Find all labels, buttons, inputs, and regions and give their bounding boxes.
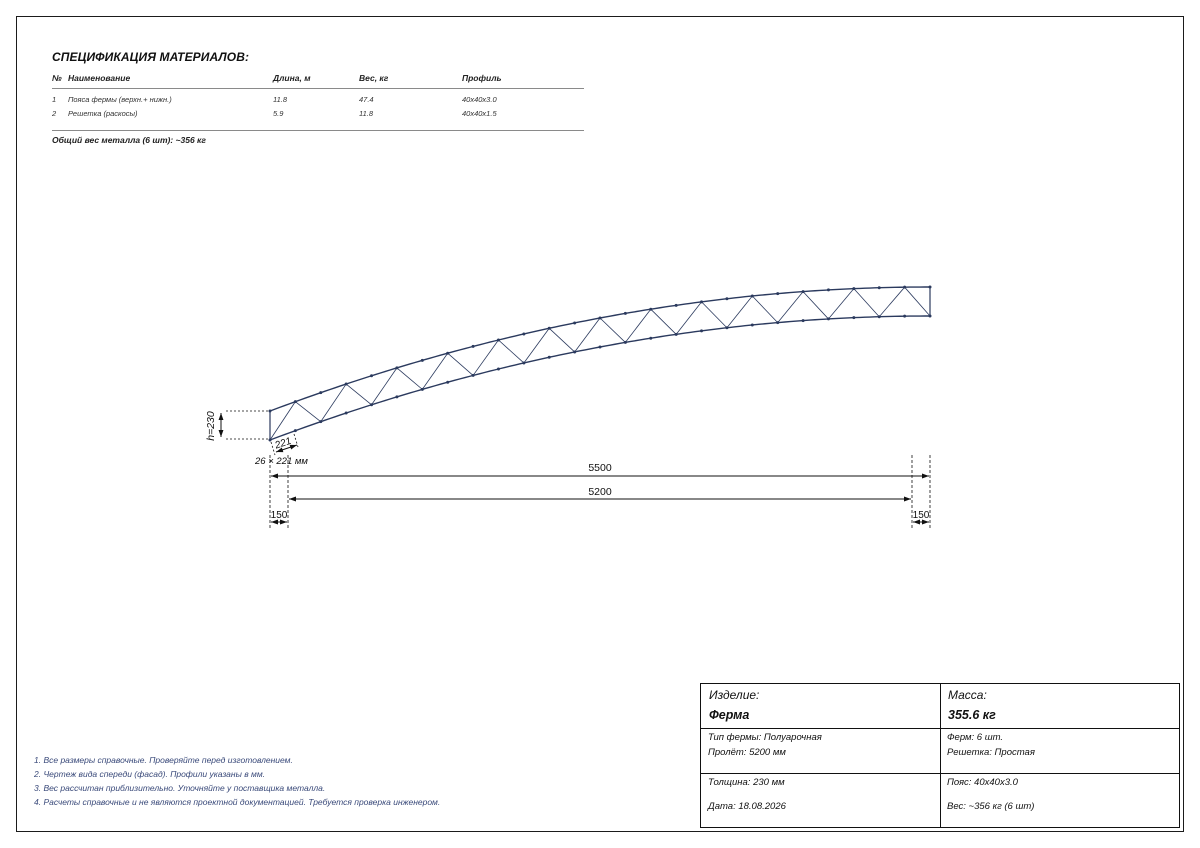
web-diagonal <box>549 328 574 352</box>
bottom-chord-node <box>624 341 627 344</box>
top-chord-node <box>522 332 525 335</box>
truss-elevation <box>269 286 932 442</box>
top-chord-node <box>548 327 551 330</box>
bottom-chord-node <box>649 337 652 340</box>
web-diagonal <box>879 287 904 317</box>
top-chord-node <box>446 352 449 355</box>
top-chord <box>270 287 930 411</box>
bottom-chord-node <box>827 317 830 320</box>
spec-cell-no: 2 <box>52 109 57 118</box>
spec-cell-weight: 47.4 <box>359 95 374 104</box>
mass-label: Масса: <box>948 688 987 702</box>
truss-thickness: Толщина: 230 мм <box>708 777 785 788</box>
bottom-chord-node <box>446 381 449 384</box>
web-diagonal <box>346 384 371 405</box>
web-diagonal <box>702 302 727 328</box>
bottom-chord-node <box>751 323 754 326</box>
top-chord-node <box>751 294 754 297</box>
note-item: 3. Вес рассчитан приблизительно. Уточняйте у поставщика металла. <box>34 783 326 793</box>
spec-cell-profile: 40x40x3.0 <box>462 95 497 104</box>
bottom-chord-node <box>370 403 373 406</box>
top-chord-node <box>827 288 830 291</box>
bottom-chord-node <box>776 321 779 324</box>
general-notes <box>34 754 674 810</box>
top-chord-node <box>370 374 373 377</box>
top-chord-node <box>472 345 475 348</box>
spec-cell-weight: 11.8 <box>359 109 374 118</box>
web-diagonal <box>448 353 473 375</box>
spec-header-name: Наименование <box>68 73 273 89</box>
spec-header-profile: Профиль <box>462 73 584 89</box>
top-chord-node <box>573 321 576 324</box>
height-dimension <box>205 411 268 441</box>
spec-cell-no: 1 <box>52 95 57 104</box>
top-chord-node <box>675 304 678 307</box>
bottom-chord-node <box>345 412 348 415</box>
top-chord-node <box>294 400 297 403</box>
top-chord-node <box>497 339 500 342</box>
bottom-chord-node <box>852 316 855 319</box>
web-diagonal <box>498 340 523 363</box>
span-dimensions <box>270 455 930 528</box>
height-label: h=230 <box>205 411 217 441</box>
product-value: Ферма <box>709 708 750 722</box>
title-block-divider <box>940 684 941 827</box>
bottom-chord-node <box>675 333 678 336</box>
web-diagonal <box>600 318 625 342</box>
bottom-chord-node <box>573 350 576 353</box>
bottom-chord-node <box>421 388 424 391</box>
web-diagonal <box>575 318 600 352</box>
panel-note: 26 × 221 мм <box>255 456 308 467</box>
truss-type: Тип фермы: Полуарочная <box>708 732 822 743</box>
web-diagonal <box>651 309 676 334</box>
top-chord-node <box>649 308 652 311</box>
spec-cell-name: Пояса фермы (верхн.+ нижн.) <box>68 95 172 104</box>
spec-header-length: Длина, м <box>273 73 359 89</box>
top-chord-node <box>421 359 424 362</box>
bottom-chord-node <box>548 356 551 359</box>
note-item: 4. Расчеты справочные и не являются проектной документацией. Требуется проверка инженером. <box>34 797 441 807</box>
top-chord-node <box>599 317 602 320</box>
web-diagonal <box>397 368 422 389</box>
top-chord-node <box>878 286 881 289</box>
web-diagonal <box>778 292 803 323</box>
overall-span-label: 5500 <box>588 462 612 474</box>
web-diagonal <box>854 289 879 317</box>
bottom-chord-node <box>700 329 703 332</box>
top-chord-node <box>700 300 703 303</box>
top-chord-node <box>776 292 779 295</box>
spec-title: СПЕЦИФИКАЦИЯ МАТЕРИАЛОВ: <box>52 50 250 64</box>
title-block-divider <box>701 773 1179 774</box>
note-item: 1. Все размеры справочные. Проверяйте перед изготовлением. <box>34 755 293 765</box>
web-diagonal <box>727 296 752 328</box>
web-diagonal <box>828 289 853 319</box>
drawing-date: Дата: 18.08.2026 <box>708 801 786 812</box>
bottom-chord <box>270 316 930 440</box>
bottom-chord-node <box>725 326 728 329</box>
truss-count: Ферм: 6 шт. <box>947 732 1004 743</box>
web-diagonal <box>321 384 346 422</box>
bottom-chord-node <box>319 420 322 423</box>
top-chord-node <box>345 383 348 386</box>
top-chord-node <box>802 290 805 293</box>
bottom-chord-node <box>903 315 906 318</box>
bottom-chord-node <box>599 346 602 349</box>
left-offset-label: 150 <box>270 510 288 521</box>
lattice-type: Решетка: Простая <box>947 747 1035 758</box>
spec-cell-profile: 40x40x1.5 <box>462 109 497 118</box>
total-weight: Вес: ~356 кг (6 шт) <box>947 801 1035 812</box>
spec-cell-length: 5.9 <box>273 109 284 118</box>
web-diagonal <box>676 302 701 334</box>
top-chord-node <box>624 312 627 315</box>
top-chord-node <box>395 366 398 369</box>
web-diagonal <box>270 402 295 440</box>
bottom-chord-node <box>929 315 932 318</box>
top-chord-node <box>929 286 932 289</box>
top-chord-node <box>725 297 728 300</box>
spec-header-no: № <box>52 73 68 89</box>
bottom-chord-node <box>472 374 475 377</box>
product-label: Изделие: <box>709 688 760 702</box>
spec-header-weight: Вес, кг <box>359 73 462 89</box>
web-diagonal <box>752 296 777 323</box>
web-diagonal <box>295 402 320 422</box>
truss-span: Пролёт: 5200 мм <box>708 747 786 758</box>
top-chord-node <box>903 286 906 289</box>
note-item: 2. Чертеж вида спереди (фасад). Профили указаны в мм. <box>34 769 266 779</box>
top-chord-node <box>269 410 272 413</box>
bottom-chord-node <box>269 439 272 442</box>
spec-cell-name: Решетка (раскосы) <box>68 109 138 118</box>
right-offset-label: 150 <box>912 510 930 521</box>
mass-value: 355.6 кг <box>948 708 996 722</box>
bottom-chord-node <box>522 361 525 364</box>
web-diagonal <box>803 292 828 319</box>
top-chord-node <box>319 391 322 394</box>
title-block-divider <box>701 728 1179 729</box>
top-chord-node <box>852 287 855 290</box>
inner-span-label: 5200 <box>588 486 612 498</box>
bottom-chord-node <box>497 368 500 371</box>
title-block <box>700 683 1180 828</box>
panel-label: 221 <box>273 435 293 452</box>
bottom-chord-node <box>395 395 398 398</box>
bottom-chord-node <box>294 429 297 432</box>
spec-cell-length: 11.8 <box>273 95 288 104</box>
spec-total-weight: Общий вес металла (6 шт): ~356 кг <box>52 135 206 145</box>
web-diagonal <box>372 368 397 405</box>
web-diagonal <box>905 287 930 316</box>
web-diagonal <box>625 309 650 342</box>
bottom-chord-node <box>878 315 881 318</box>
chord-profile: Пояс: 40x40x3.0 <box>947 777 1018 788</box>
bottom-chord-node <box>802 319 805 322</box>
